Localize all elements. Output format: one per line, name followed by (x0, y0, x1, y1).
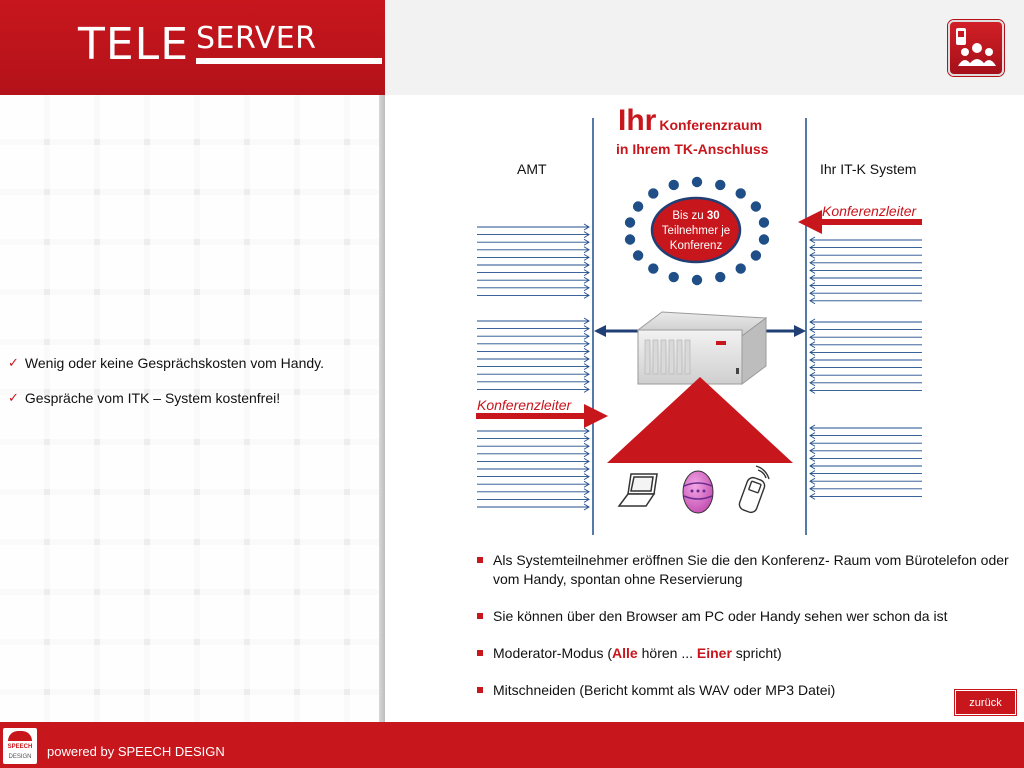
feature-text-pre: Moderator-Modus ( (493, 645, 613, 661)
server-vent (669, 340, 674, 374)
participant-dot (759, 217, 769, 227)
leader-label-left: Konferenzleiter (477, 397, 572, 413)
diagram-subtitle: in Ihrem TK-Anschluss (616, 141, 769, 157)
speech-design-logo (3, 728, 37, 764)
feature-text: Sie können über den Browser am PC oder Handy sehen wer schon da ist (493, 608, 948, 624)
amt-label: AMT (517, 161, 547, 177)
feature-text: Mitschneiden (Bericht kommt als WAV oder MP3 Datei) (493, 682, 836, 698)
participant-dot (751, 250, 761, 260)
back-button[interactable]: zurück (955, 690, 1016, 715)
benefit-text: Gespräche vom ITK – System kostenfrei! (24, 390, 281, 406)
itk-line-group (810, 237, 922, 499)
itk-system-label: Ihr IT-K System (820, 161, 917, 177)
checkmark-icon: ✓ (8, 390, 19, 406)
server-vent (685, 340, 690, 374)
circle-line3: Konferenz (669, 240, 723, 252)
participant-dot (648, 263, 658, 273)
participant-dot (648, 188, 658, 198)
server-vent (645, 340, 650, 374)
participant-dot (692, 177, 702, 187)
feature-text-alle: Alle (612, 645, 638, 661)
circle-line2: Teilnehmer je (661, 225, 731, 237)
circle-line1: Bis zu 30 (672, 210, 720, 222)
server-vent (677, 340, 682, 374)
diagram-title-big: Ihr (618, 104, 657, 137)
feature-list (476, 551, 1016, 718)
participant-dot (715, 272, 725, 282)
participant-dot (751, 201, 761, 211)
laptop-icon (619, 474, 657, 506)
powered-by-text: powered by SPEECH DESIGN (47, 744, 225, 759)
conference-triangle (607, 377, 793, 463)
server-appliance-icon (638, 312, 766, 384)
server-vent (653, 340, 658, 374)
checkmark-icon: ✓ (8, 355, 19, 371)
feature-item (476, 644, 1016, 663)
amt-line-group (477, 224, 589, 510)
participant-dot (669, 180, 679, 190)
logo-server-text: SERVER (196, 21, 317, 56)
logo-line1: SPEECH (7, 744, 33, 750)
participant-dot (633, 250, 643, 260)
feature-text-mid: hören ... (637, 645, 697, 661)
participant-dot (759, 234, 769, 244)
feature-text-post: spricht) (731, 645, 782, 661)
participant-dot (736, 188, 746, 198)
logo-tele-text: TELE (78, 19, 189, 70)
cell-phone-icon (738, 466, 769, 514)
participant-dot (633, 201, 643, 211)
server-vent (661, 340, 666, 374)
benefit-text: Wenig oder keine Gesprächskosten vom Handy. (24, 355, 324, 371)
participant-dot (736, 263, 746, 273)
easter-egg-icon (683, 471, 713, 513)
diagram-title-small: Konferenzraum (659, 117, 763, 133)
feature-text-einer: Einer (696, 645, 732, 661)
participant-dot (715, 180, 725, 190)
feature-item (476, 681, 1016, 700)
participant-dot (625, 234, 635, 244)
participant-dot (692, 275, 702, 285)
feature-item (476, 607, 1016, 626)
leader-label-right: Konferenzleiter (822, 203, 917, 219)
logo-line2: DESIGN (8, 754, 32, 760)
feature-text: Als Systemteilnehmer eröffnen Sie die den Konferenz- Raum vom Bürotelefon oder vom Handy, spontan ohne Reservierung (493, 552, 1009, 587)
participant-dot (669, 272, 679, 282)
feature-item (476, 551, 1016, 589)
logo-arc (8, 731, 32, 741)
participant-dot (625, 217, 635, 227)
